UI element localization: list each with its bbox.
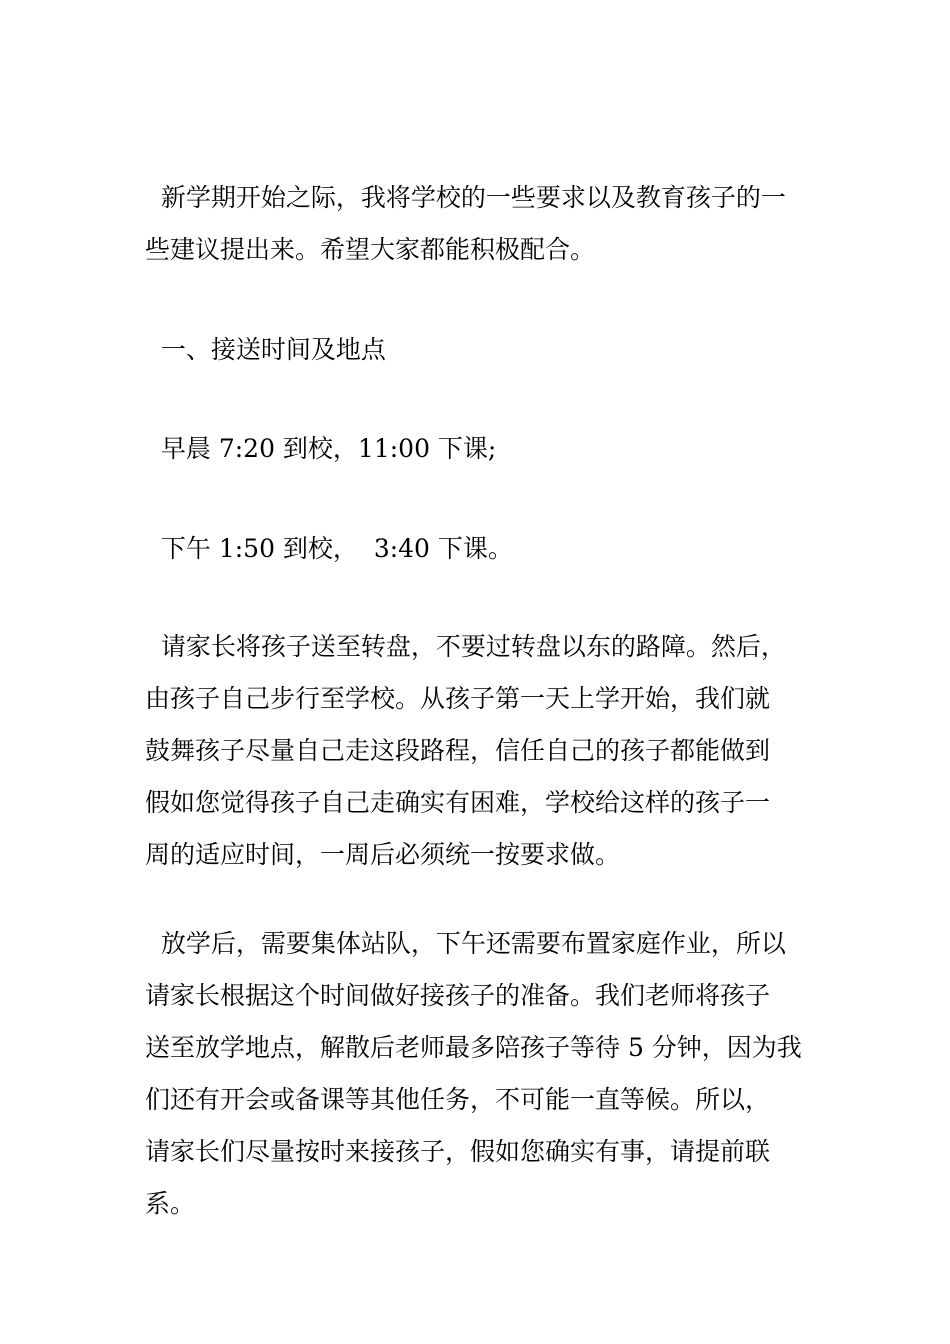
- text-line: 由孩子自己步行至学校。从孩子第一天上学开始，我们就: [145, 684, 771, 713]
- text-line: 请家长们尽量按时来接孩子，假如您确实有事，请提前联: [145, 1137, 771, 1166]
- text-line: 些建议提出来。希望大家都能积极配合。: [145, 235, 596, 264]
- text-line: 送至放学地点，解散后老师最多陪孩子等待 5 分钟，因为我: [145, 1033, 802, 1062]
- text-line: 放学后，需要集体站队，下午还需要布置家庭作业，所以: [145, 929, 786, 958]
- morning-schedule: [145, 423, 815, 475]
- section-heading-text: 一、接送时间及地点: [145, 335, 386, 364]
- text-line: 请家长将孩子送至转盘，不要过转盘以东的路障。然后，: [145, 632, 786, 661]
- text-line: 假如您觉得孩子自己走确实有困难，学校给这样的孩子一: [145, 788, 771, 817]
- text-line: 周的适应时间，一周后必须统一按要求做。: [145, 840, 621, 869]
- afternoon-schedule: [145, 523, 815, 575]
- text-line: 系。: [145, 1189, 196, 1218]
- text-line: 们还有开会或备课等其他任务，不可能一直等候。所以，: [145, 1085, 771, 1114]
- text-line: 鼓舞孩子尽量自己走这段路程，信任自己的孩子都能做到: [145, 736, 771, 765]
- pickup-paragraph: [145, 918, 815, 1230]
- text-line: 请家长根据这个时间做好接孩子的准备。我们老师将孩子: [145, 981, 771, 1010]
- afternoon-schedule-text: 下午 1:50 到校， 3:40 下课。: [145, 534, 513, 563]
- section-heading: [145, 324, 815, 376]
- text-line: 新学期开始之际，我将学校的一些要求以及教育孩子的一: [145, 183, 786, 212]
- intro-paragraph: [145, 172, 815, 276]
- morning-schedule-text: 早晨 7:20 到校，11:00 下课;: [145, 434, 497, 463]
- dropoff-paragraph: [145, 621, 815, 881]
